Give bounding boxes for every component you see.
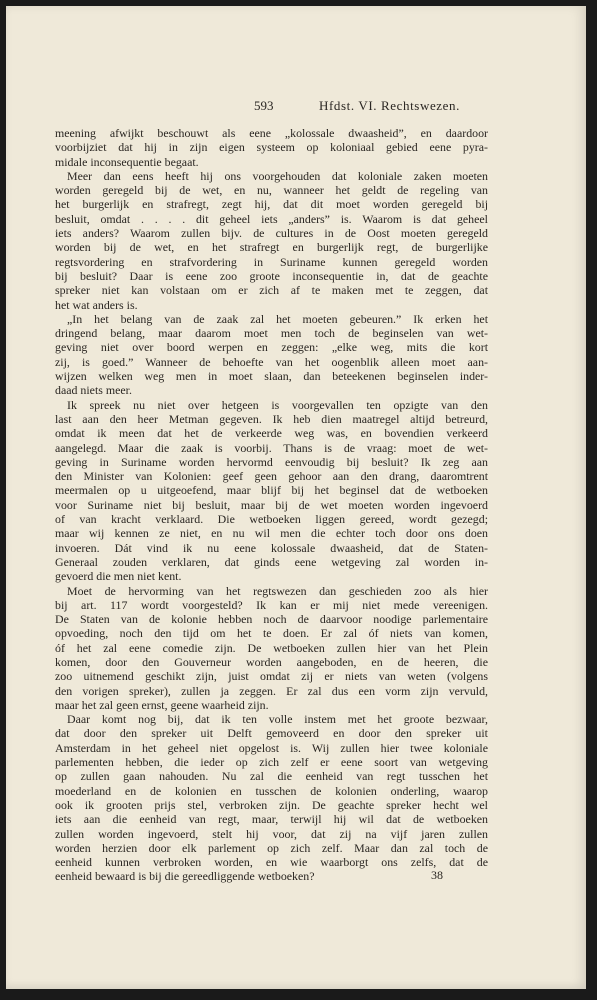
text-line: midale inconsequentie begaat. xyxy=(55,154,199,169)
text-line: geving in Suriname worden hervormd eenvoudig bij besluit? Ik zeg aan xyxy=(55,454,488,469)
text-line: meening afwijkt beschouwt als eene „kolossale dwaasheid”, en daardoor xyxy=(55,126,488,140)
text-line: bij art. 117 wordt voorgesteld? Ik kan er mij niet mede vereenigen. xyxy=(55,597,488,612)
text-line: Ik spreek nu niet over hetgeen is voorgevallen ten opzigte van den xyxy=(67,397,488,412)
text-line: aangelegd. Maar die zaak is voorbij. Thans is de vraag: moet de wet- xyxy=(55,440,488,455)
text-line: eenheid bewaard is bij die gereedliggende wetboeken? xyxy=(55,869,315,884)
text-line: daad niets meer. xyxy=(55,383,132,398)
text-line: bij besluit? Daar is eene zoo groote inconsequentie in, dat de geachte xyxy=(55,268,488,283)
text-line: het burgerlijk en strafregt, zegt hij, dat dit moet worden geregeld bij xyxy=(55,197,488,212)
text-line: Amsterdam in het geheel niet opgelost is. Wij zullen hier twee koloniale xyxy=(55,740,488,755)
text-line: zij, is goed.” Wanneer de behoefte van het oogenblik alleen moet aan- xyxy=(55,354,488,369)
text-line: meermalen op u uitgeoefend, maar blijf bij het beginsel dat de wetboeken xyxy=(55,483,488,498)
text-line: omdat ik meen dat het de verkeerde weg was, en bovendien verkeerd xyxy=(55,426,488,441)
text-line: dringend belang, maar daarom moet men toch de beginselen van wet- xyxy=(55,326,488,341)
signature-mark: 38 xyxy=(431,868,443,882)
text-line: dat door den spreker uit Delft gemoveerd en door den spreker uit xyxy=(55,726,488,741)
text-line: Generaal zouden verklaren, dat ginds eene wetgeving zal worden in- xyxy=(55,554,488,569)
text-line: Moet de hervorming van het regtswezen dan geschieden zoo als hier xyxy=(67,583,488,598)
text-line: worden bij de wet, en het strafregt en burgerlijk regt, de burgerlijke xyxy=(55,240,488,255)
text-line: den vorigen spreker), zullen ja zeggen. Er zal dus een vorm zijn vervuld, xyxy=(55,683,488,698)
text-line: besluit, omdat . . . . dit geheel iets „anders” is. Waarom is dat geheel xyxy=(55,211,488,226)
text-line: ook ik grooten prijs stel, verbroken zijn. De geachte spreker hecht wel xyxy=(55,797,488,812)
text-line: maar het zal geen ernst, geene waarheid zijn. xyxy=(55,697,269,712)
text-line: voor Suriname niet bij besluit, maar bij de wet moeten worden ingevoerd xyxy=(55,497,488,512)
text-line: geving niet over boord werpen en zeggen: „elke weg, mits die kort xyxy=(55,340,488,355)
text-line: het wat anders is. xyxy=(55,297,138,312)
text-line: komen, door den Gouverneur worden aangeboden, en de heeren, die xyxy=(55,654,488,669)
text-line: voorbijziet dat hij in zijn eigen systeem op koloniaal gebied eene pyra- xyxy=(55,140,488,155)
running-head: Hfdst. VI. Rechtswezen. xyxy=(319,98,461,113)
text-line: worden geregeld bij de wet, en nu, wanneer het geldt de regeling van xyxy=(55,183,488,198)
text-line: zoo uitnemend geschikt zijn, juist omdat zij er niets van weten (volgens xyxy=(55,669,488,684)
text-line: moederland en de kolonien en tusschen de kolonien onderling, waarop xyxy=(55,783,488,798)
text-line: „In het belang van de zaak zal het moeten gebeuren.” Ik erken het xyxy=(67,311,488,326)
text-line: regtsvordering en strafvordering in Suriname kunnen geregeld worden xyxy=(55,254,488,269)
body-text xyxy=(55,126,488,884)
text-line: worden herzien door elk parlement op zich zelf. Maar dan zal toch de xyxy=(55,840,488,855)
text-line: De Staten van de kolonie hebben noch de daarvoor noodige parlementaire xyxy=(55,612,488,627)
text-line: óf het zal eene comedie zijn. De wetboeken zullen hier van het Plein xyxy=(55,640,488,655)
text-line: op zullen gaan nahouden. Nu zal die eenheid van regt tusschen het xyxy=(55,769,488,784)
text-line: eenheid kunnen verbroken worden, en wie waarborgt ons zelfs, dat de xyxy=(55,855,488,870)
text-line: of van kracht verklaard. Die wetboeken liggen gereed, wordt gezegd; xyxy=(55,512,488,527)
text-line: Meer dan eens heeft hij ons voorgehouden dat koloniale zaken moeten xyxy=(67,168,488,183)
text-line: invoeren. Dát vind ik nu eene kolossale dwaasheid, dat de Staten- xyxy=(55,540,488,555)
text-line: parlementen hebben, die ieder op zich zelf er eene soort van wetgeving xyxy=(55,755,488,770)
page-number: 593 xyxy=(254,98,274,113)
text-line: last aan den heer Metman gegeven. Ik heb dien maatregel altijd betreurd, xyxy=(55,411,488,426)
text-line: Daar komt nog bij, dat ik ten volle instem met het groote bezwaar, xyxy=(67,712,488,727)
text-line: iets aan die eenheid van regt, maar, terwijl hij wil dat de wetboeken xyxy=(55,812,488,827)
text-line: den Minister van Kolonien: geef geen gehoor aan den drang, daaromtrent xyxy=(55,469,488,484)
text-line: iets anders? Waarom zullen bijv. de cultures in de Oost moeten geregeld xyxy=(55,226,488,241)
text-line: spreker niet kan volstaan om er zich af te maken met te zeggen, dat xyxy=(55,283,488,298)
text-line: opvoeding, noch den tijd om het te doen. Er zal óf niets van komen, xyxy=(55,626,488,641)
text-line: maar wij kennen ze niet, en nu wil men die echter toch door ons doen xyxy=(55,526,488,541)
text-line: zullen worden ingevoerd, stelt hij voor, dat zij na vijf jaren zullen xyxy=(55,826,488,841)
book-page xyxy=(6,6,586,989)
text-line: wijzen welken weg men in moet slaan, dan beteekenen beginselen inder- xyxy=(55,369,488,384)
text-line: gevoerd die men niet kent. xyxy=(55,569,182,584)
